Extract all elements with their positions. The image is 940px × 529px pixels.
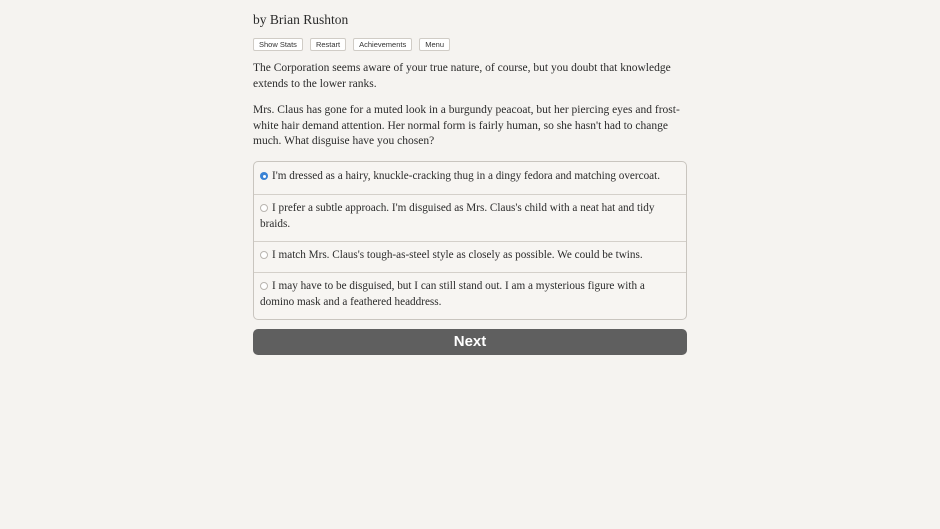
next-button[interactable]: Next xyxy=(253,329,687,355)
radio-button[interactable] xyxy=(260,204,268,212)
choice-label: I may have to be disguised, but I can still stand out. I am a mysterious figure with a domino mask and a feathered headdress. xyxy=(260,280,645,308)
achievements-button[interactable]: Achievements xyxy=(353,38,412,51)
story-paragraph: The Corporation seems aware of your true nature, of course, but you doubt that knowledge extends to the lower ranks. xyxy=(253,62,671,90)
choice-label: I prefer a subtle approach. I'm disguised as Mrs. Claus's child with a neat hat and tidy braids. xyxy=(260,202,655,230)
story-paragraph: Mrs. Claus has gone for a muted look in a burgundy peacoat, but her piercing eyes and frost-white hair demand attention. Her normal form is fairly human, so she hasn't had to change much. What disguise have you chosen? xyxy=(253,104,680,147)
choice-option[interactable] xyxy=(254,194,686,241)
radio-button[interactable] xyxy=(260,282,268,290)
radio-button[interactable] xyxy=(260,251,268,259)
choice-option[interactable] xyxy=(254,272,686,319)
author-byline: by Brian Rushton xyxy=(253,12,349,27)
show-stats-button[interactable]: Show Stats xyxy=(253,38,303,51)
choice-option[interactable] xyxy=(254,241,686,272)
choice-label: I match Mrs. Claus's tough-as-steel style as closely as possible. We could be twins. xyxy=(272,249,643,261)
menu-button[interactable]: Menu xyxy=(419,38,450,51)
choice-option[interactable] xyxy=(254,162,686,194)
restart-button[interactable]: Restart xyxy=(310,38,346,51)
choice-label: I'm dressed as a hairy, knuckle-cracking thug in a dingy fedora and matching overcoat. xyxy=(272,170,661,182)
choice-list xyxy=(253,161,687,320)
toolbar xyxy=(253,38,450,51)
radio-button-selected[interactable] xyxy=(260,172,268,180)
